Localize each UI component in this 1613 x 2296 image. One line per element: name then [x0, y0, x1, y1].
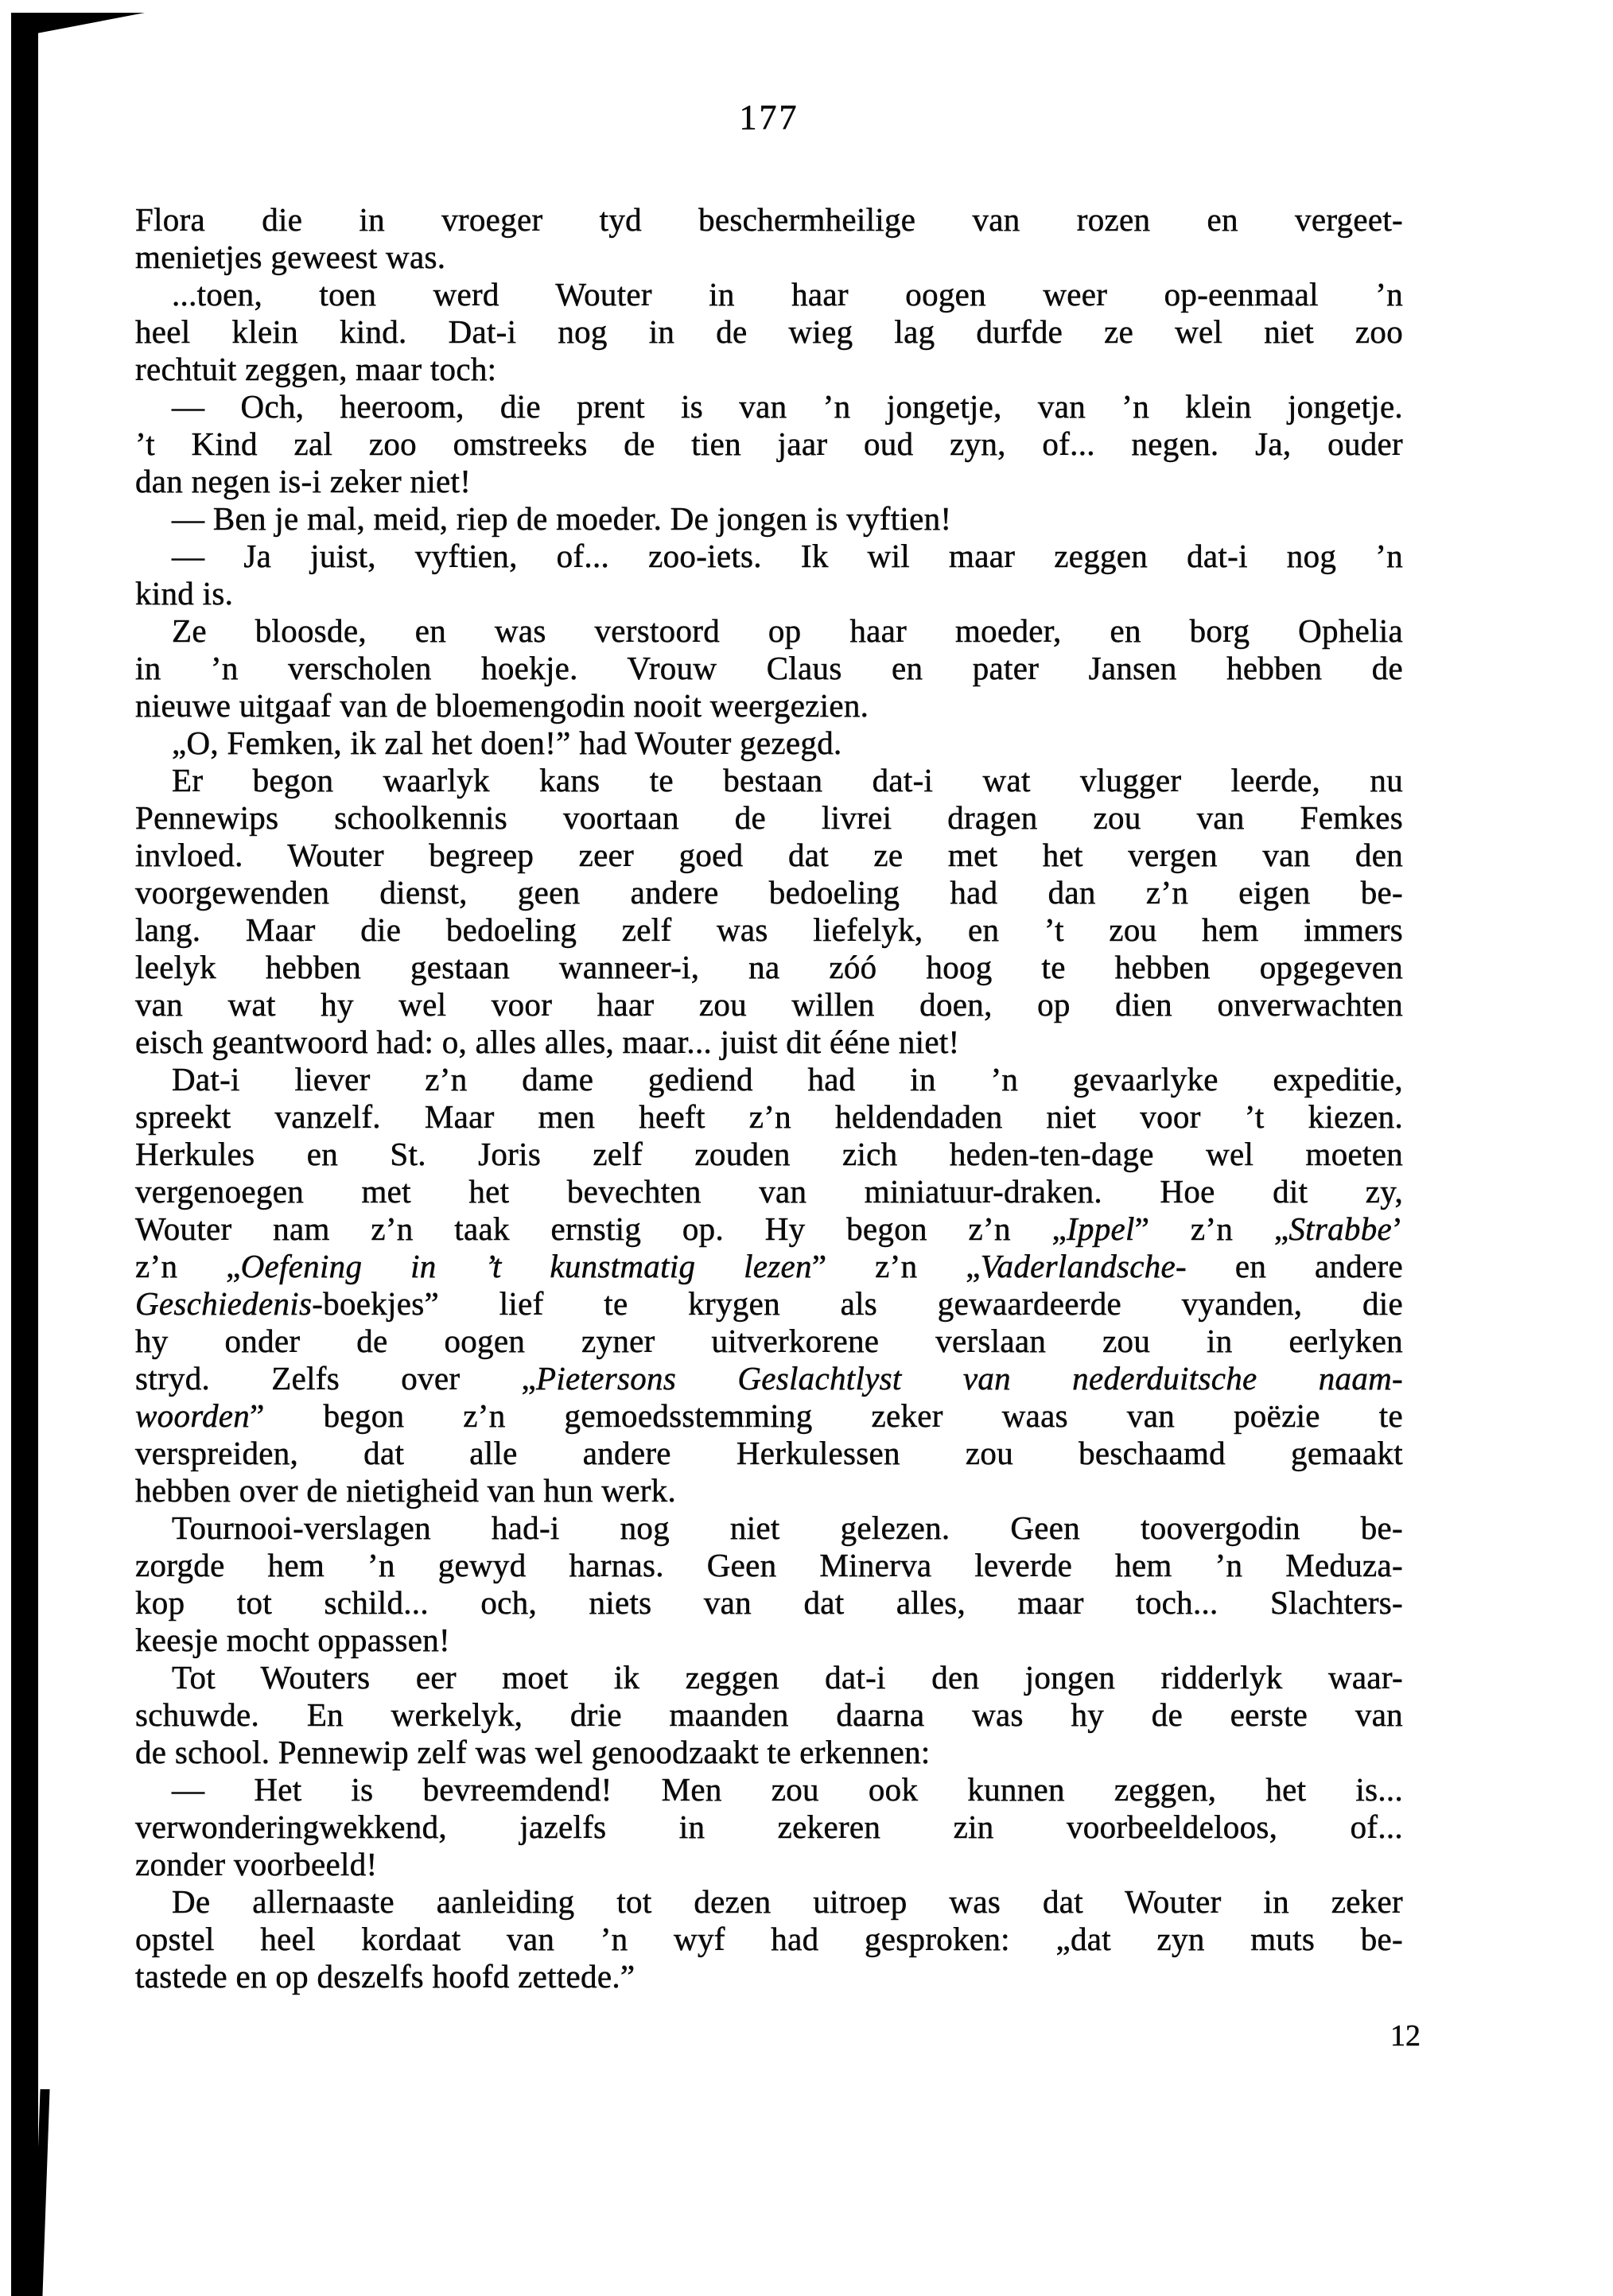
text-line: Er begon waarlyk kans te bestaan dat-i wat vlugger leerde, nu: [172, 762, 1403, 798]
text-line: zonder voorbeeld!: [135, 1846, 378, 1882]
text-line: zorgde hem ’n gewyd harnas. Geen Minerva leverde hem ’n Meduza-: [135, 1547, 1403, 1583]
text-line: „O, Femken, ik zal het doen!” had Wouter gezegd.: [172, 725, 842, 761]
italic-text: Strabbe: [1288, 1210, 1393, 1247]
text-segment: ’: [1392, 1210, 1403, 1247]
italic-text: Geschiedenis: [135, 1285, 313, 1322]
text-line: voorgewenden dienst, geen andere bedoeling had dan z’n eigen be-: [135, 874, 1403, 911]
text-line: menietjes geweest was.: [135, 239, 446, 275]
text-line: de school. Pennewip zelf was wel genoodzaakt te erkennen:: [135, 1734, 931, 1770]
text-segment: en andere: [1187, 1248, 1403, 1284]
text-line: hy onder de oogen zyner uitverkorene verslaan zou in eerlyken: [135, 1323, 1403, 1359]
text-line: Dat-i liever z’n dame gediend had in ’n gevaarlyke expeditie,: [172, 1061, 1403, 1097]
text-line: [135, 1360, 1403, 1397]
text-line: kop tot schild... och, niets van dat alles, maar toch... Slachters-: [135, 1584, 1403, 1621]
page-number: 177: [739, 98, 799, 137]
italic-text: Vaderlandsche-: [980, 1248, 1187, 1284]
text-line: Tournooi-verslagen had-i nog niet gelezen. Geen toovergodin be-: [172, 1509, 1403, 1546]
italic-text: woorden: [135, 1397, 251, 1434]
text-segment: ” begon z’n gemoedsstemming zeker waas van poëzie te: [250, 1397, 1403, 1434]
text-line: Tot Wouters eer moet ik zeggen dat-i den jongen ridderlyk waar-: [172, 1659, 1403, 1696]
text-line: ...toen, toen werd Wouter in haar oogen weer op-eenmaal ’n: [172, 276, 1403, 313]
text-line: — Ben je mal, meid, riep de moeder. De jongen is vyftien!: [172, 500, 952, 537]
text-line: schuwde. En werkelyk, drie maanden daarna was hy de eerste van: [135, 1696, 1403, 1733]
text-line: heel klein kind. Dat-i nog in de wieg lag durfde ze wel niet zoo: [135, 313, 1403, 350]
text-line: — Het is bevreemdend! Men zou ook kunnen zeggen, het is...: [172, 1771, 1403, 1808]
text-line: opstel heel kordaat van ’n wyf had gesproken: „dat zyn muts be-: [135, 1921, 1403, 1957]
text-line: [135, 1285, 1403, 1323]
text-line: nieuwe uitgaaf van de bloemengodin nooit weergezien.: [135, 687, 869, 724]
text-segment: ” z’n „: [811, 1248, 981, 1284]
text-segment: stryd. Zelfs over „: [135, 1360, 537, 1397]
italic-text: Pietersons Geslachtlyst van nederduitsche naam-: [536, 1360, 1403, 1397]
text-line: [135, 1248, 1403, 1285]
text-line: hebben over de nietigheid van hun werk.: [135, 1472, 677, 1509]
text-line: Herkules en St. Joris zelf zouden zich heden-ten-dage wel moeten: [135, 1136, 1403, 1172]
text-segment: ” z’n „: [1134, 1210, 1289, 1247]
text-line: Flora die in vroeger tyd beschermheilige van rozen en vergeet-: [135, 201, 1403, 238]
text-line: [135, 1210, 1403, 1248]
text-line: tastede en op deszelfs hoofd zettede.”: [135, 1958, 635, 1995]
text-line: dan negen is-i zeker niet!: [135, 463, 472, 499]
text-line: De allernaaste aanleiding tot dezen uitroep was dat Wouter in zeker: [172, 1883, 1403, 1920]
text-block: [135, 201, 1403, 1995]
text-line: rechtuit zeggen, maar toch:: [135, 351, 497, 387]
text-line: [135, 1397, 1403, 1435]
text-line: ’t Kind zal zoo omstreeks de tien jaar oud zyn, of... negen. Ja, ouder: [135, 425, 1403, 462]
text-line: Pennewips schoolkennis voortaan de livrei dragen zou van Femkes: [135, 799, 1403, 836]
text-line: van wat hy wel voor haar zou willen doen, op dien onverwachten: [135, 986, 1403, 1023]
text-segment: z’n „: [135, 1248, 241, 1284]
text-line: verwonderingwekkend, jazelfs in zekeren zin voorbeeldeloos, of...: [135, 1808, 1403, 1845]
text-line: vergenoegen met het bevechten van miniatuur-draken. Hoe dit zy,: [135, 1173, 1403, 1210]
text-segment: -boekjes” lief te krygen als gewaardeerde vyanden, die: [312, 1285, 1403, 1322]
text-line: leelyk hebben gestaan wanneer-i, na zóó hoog te hebben opgegeven: [135, 949, 1403, 985]
text-line: Ze bloosde, en was verstoord op haar moeder, en borg Ophelia: [172, 612, 1403, 649]
text-line: keesje mocht oppassen!: [135, 1622, 450, 1658]
text-line: in ’n verscholen hoekje. Vrouw Claus en pater Jansen hebben de: [135, 650, 1403, 686]
binding-shadow-wedge: [37, 13, 145, 33]
binding-shadow: [11, 13, 38, 2296]
text-segment: Wouter nam z’n taak ernstig op. Hy begon z’n „: [135, 1210, 1067, 1247]
italic-text: Oefening in ’t kunstmatig lezen: [240, 1248, 812, 1284]
text-line: — Och, heeroom, die prent is van ’n jongetje, van ’n klein jongetje.: [172, 388, 1403, 425]
text-line: invloed. Wouter begreep zeer goed dat ze met het vergen van den: [135, 837, 1403, 873]
text-line: kind is.: [135, 575, 234, 612]
signature-mark: 12: [1390, 2019, 1421, 2053]
text-line: spreekt vanzelf. Maar men heeft z’n heldendaden niet voor ’t kiezen.: [135, 1098, 1403, 1135]
italic-text: Ippel: [1066, 1210, 1135, 1247]
text-line: — Ja juist, vyftien, of... zoo-iets. Ik wil maar zeggen dat-i nog ’n: [172, 538, 1403, 574]
text-line: verspreiden, dat alle andere Herkulessen zou beschaamd gemaakt: [135, 1435, 1403, 1471]
text-line: eisch geantwoord had: o, alles alles, maar... juist dit ééne niet!: [135, 1024, 960, 1060]
text-line: lang. Maar die bedoeling zelf was liefelyk, en ’t zou hem immers: [135, 911, 1403, 948]
